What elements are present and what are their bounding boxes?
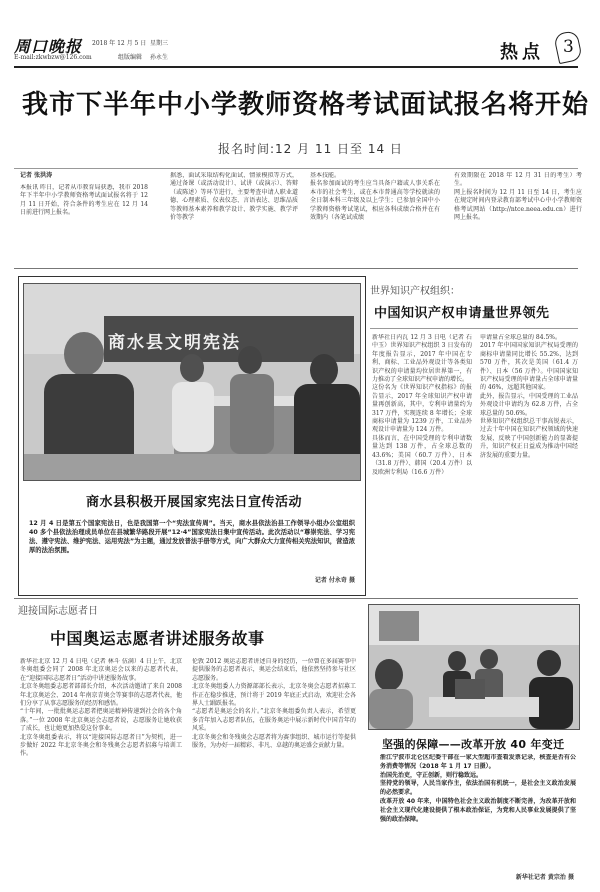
page-number: 3 bbox=[562, 37, 574, 58]
issue-date: 2018 年 12 月 5 日 bbox=[92, 40, 147, 47]
contact-email: E-mail:zkwbzw@126.com bbox=[14, 54, 92, 61]
feature-credit: 记者 付永奇 摄 bbox=[314, 577, 355, 584]
feature-banner-text: 商水县文明宪法 bbox=[108, 333, 241, 353]
ip-headline: 中国知识产权申请量世界领先 bbox=[374, 306, 550, 321]
editor-name: 孙永生 bbox=[150, 54, 169, 61]
masthead-rule bbox=[14, 66, 578, 68]
ip-kicker: 世界知识产权组织： bbox=[370, 286, 460, 297]
page-number-badge bbox=[553, 30, 583, 64]
reform-caption-body: 浙江宁波市北仑区纪委干部在一家大型超市查看发票记录，核查是否有公务消费等情况（2018 年 1 月 17 日摄）。 治国先治吏，守正创新，则行稳致远。 坚持党的领导，人民当家作主，依法治国有机统一，是社会主义政治发展的必然要求。 改革开放 40 年来，中国特色社会主义政治制度不断完善，为改革开放和社会主义现代化建设提供了根本政治保证，为党和人民事业发展提供了坚强的政治保障。 bbox=[380, 754, 576, 823]
reform-box bbox=[366, 604, 580, 888]
feature-photo-image bbox=[24, 284, 360, 480]
reform-credit: 新华社记者 黄宗治 摄 bbox=[515, 874, 574, 881]
feature-caption-body: 12 月 4 日是第五个国家宪法日，也是我国第一个“宪法宣传周”。当天，商水县依法治县工作领导小组办公室组织 40 多个县依法治理成员单位在县城繁华路段开展“12·4”国家宪法日集中宣传活动。此次活动以“尊崇宪法、学习宪法、遵守宪法、维护宪法、运用宪法”为主题，通过发放普法手册等方式，向广大群众大力宣传相关宪法知识，营造浓厚的法治氛围。 bbox=[29, 520, 355, 554]
lead-subtitle-rule bbox=[14, 168, 578, 169]
feature-photo bbox=[23, 283, 361, 481]
issue-weekday: 星期三 bbox=[150, 40, 169, 47]
middle-divider bbox=[14, 598, 578, 599]
feature-caption-title: 商水县积极开展国家宪法日宣传活动 bbox=[85, 495, 302, 510]
volunteer-headline: 中国奥运志愿者讲述服务故事 bbox=[50, 629, 265, 648]
subtitle-dates: 12 月 11 日至 14 日 bbox=[275, 142, 403, 156]
lead-bottom-rule bbox=[14, 268, 578, 269]
lead-headline: 我市下半年中小学教师资格考试面试报名将开始 bbox=[22, 90, 590, 120]
ip-headline-rule bbox=[370, 328, 578, 329]
lead-column-1: 本报讯 昨日，记者从市教育局获悉，我市 2018 年下半年中小学教师资格考试面试报名将于 12 月 11 日开始，符合条件的考生应在 12 月 14 日前进行网上报名。 bbox=[20, 184, 148, 217]
reform-photo bbox=[368, 604, 580, 730]
volunteer-column-1: 新华社北京 12 月 4 日电（记者 林斗 伍满）4 日上午，北京冬奥组委会同了 2008 年北京奥运会以来的志愿者代表，在“迎接国际志愿者日”活动中讲述服务故事。 北京冬奥组委志愿者部部长介绍，本次活动邀请了来自 2008 年北京奥运会、2014 年南京青奥会等赛事的志愿者代表，他们分享了从事志愿服务的经历和感悟。 “十年间，一批批奥运志愿者把奥运精神传递到社会的各个角落。”一位 2008 年北京奥运会志愿者说，志愿服务让她收获了成长，也让她更加热爱这份事业。 北京冬奥组委表示，将以“迎接国际志愿者日”为契机，进一步做好 2022 年北京冬奥会和冬残奥会志愿者招募与培训工作。 bbox=[20, 658, 182, 758]
newspaper-logo: 周口晚报 bbox=[14, 37, 83, 56]
lead-byline: 记者 张洪涛 bbox=[20, 172, 53, 179]
volunteer-column-2: 伦敦 2012 奥运志愿者讲述自身的经历，一位曾在多届赛事中提供服务的志愿者表示，奥运会结束后，他依然坚持参与社区志愿服务。 北京冬奥组委人力资源部部长表示，北京冬奥会志愿者招募工作正在稳步推进，预计将于 2019 年底正式启动，欢迎社会各界人士踊跃报名。 “志愿者是奥运会的名片。”北京冬奥组委负责人表示，希望更多青年加入志愿者队伍，在服务奥运中展示新时代中国青年的风采。 北京冬奥会和冬残奥会志愿者将为赛事组织、城市运行等提供服务，为办好一届精彩、非凡、卓越的奥运盛会贡献力量。 bbox=[192, 658, 356, 750]
ip-column-1: 新华社日内瓦 12 月 3 日电（记者 石中玉）世界知识产权组织 3 日发布的年度报告显示，2017 年中国在专利、商标、工业品外观设计等各类知识产权的申请量均位居世界第一，有力推动了全球知识产权申请的增长。 这份名为《世界知识产权指标》的报告显示，2017 年全球知识产权申请量再创新高，其中，专利申请量约为 317 万件，实现连续 8 年增长；全球商标申请量为 1239 万件，工业品外观设计申请量为 124 万件。 具体而言，在中国受理的专利申请数量达到 138 万件，占全球总数的 43.6%；美国（60.7 万件）、日本（31.8 万件）、韩国（20.4 万件）以及欧洲专利局（16.6 万件） bbox=[372, 334, 472, 476]
ip-column-2: 申请量占全球总量的 84.5%。 2017 年中国国家知识产权局受理的商标申请量同比增长 55.2%，达到 570 万件，其次是美国（61.4 万件）、日本（56 万件）。中国国家知识产权局受理的申请量占全球申请量的 46%，远超其他国家。 此外，报告显示，中国受理的工业品外观设计申请约为 62.8 万件，占全球总量的 50.6%。 世界知识产权组织总干事高锐表示，过去十年中国在知识产权领域的快速发展，反映了中国创新能力的显著提升，知识产权正日益成为推动中国经济发展的重要力量。 bbox=[480, 334, 578, 459]
lead-subtitle bbox=[218, 140, 403, 157]
masthead bbox=[0, 0, 600, 72]
editor-label: 组版编辑 bbox=[118, 54, 143, 61]
lead-column-4: 有效期限在 2018 年 12 月 31 日的考生）考生。 网上报名时间为 12 月 11 日至 14 日，考生应在规定时间内登录教育部考试中心中小学教师资格考试网站（http://ntce.neea.edu.cn）进行网上报名。 bbox=[454, 172, 582, 222]
volunteer-kicker: 迎接国际志愿者日 bbox=[18, 606, 98, 617]
lead-column-3: 基本技能。 报名参加面试的考生应当具备户籍或人事关系在本市的社会考生，或在本市普通高等学校就读的全日制本科三年级及以上学生；已参加全国中小学教师资格考试笔试，相应各科成绩合格并在有效期内（各笔试成绩 bbox=[310, 172, 440, 222]
section-tag bbox=[500, 38, 560, 63]
section-title: 热点 bbox=[500, 42, 544, 63]
reform-photo-image bbox=[369, 605, 579, 729]
reform-caption-title: 坚强的保障——改革开放 40 年变迁 bbox=[382, 738, 565, 751]
subtitle-prefix: 报名时间: bbox=[218, 142, 276, 156]
feature-box bbox=[18, 276, 366, 596]
lead-column-2: 据悉，面试采取结构化面试、情景模拟等方式，通过备课（或活动设计）、试讲（或演示）、答辩（或陈述）等环节进行，主要考查申请人职业道德、心理素质、仪表仪态、言语表达、思维品质等教师基本素养和教学设计、教学实施、教学评价等教学 bbox=[170, 172, 298, 222]
